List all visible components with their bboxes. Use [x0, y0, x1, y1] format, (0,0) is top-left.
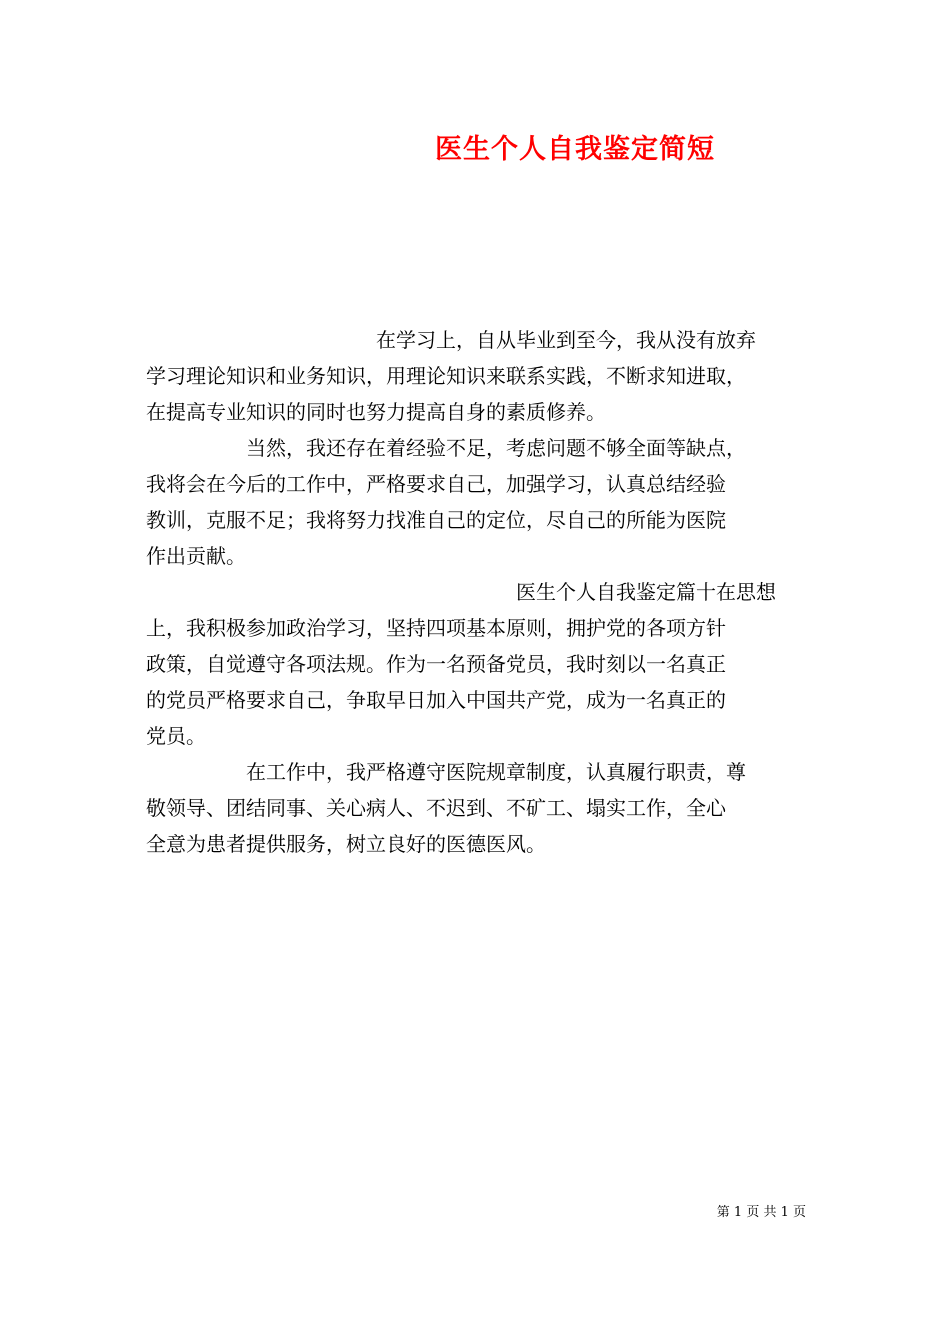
paragraph-line: 作出贡献。: [146, 544, 246, 568]
paragraph-line: 在学习上，自从毕业到至今，我从没有放弃: [376, 328, 756, 352]
paragraph-line: 政策，自觉遵守各项法规。作为一名预备党员，我时刻以一名真正: [146, 652, 726, 676]
paragraph-line: 在提高专业知识的同时也努力提高自身的素质修养。: [146, 400, 606, 424]
page-number: 第 1 页 共 1 页: [716, 1205, 806, 1220]
paragraph-line: 上，我积极参加政治学习，坚持四项基本原则，拥护党的各项方针: [146, 616, 726, 640]
paragraph-line: 当然，我还存在着经验不足，考虑问题不够全面等缺点，: [246, 436, 746, 460]
paragraph-line: 敬领导、团结同事、关心病人、不迟到、不矿工、塌实工作，全心: [146, 796, 726, 820]
paragraph-line: 党员。: [146, 724, 206, 748]
paragraph-line: 医生个人自我鉴定篇十在思想: [516, 580, 776, 604]
document-title: 医生个人自我鉴定简短: [435, 134, 715, 165]
document-body: [146, 322, 808, 862]
paragraph-3: [146, 574, 808, 754]
paragraph-line: 全意为患者提供服务，树立良好的医德医风。: [146, 832, 546, 856]
paragraph-4: [146, 754, 808, 862]
paragraph-line: 教训，克服不足；我将努力找准自己的定位，尽自己的所能为医院: [146, 508, 726, 532]
paragraph-line: 我将会在今后的工作中，严格要求自己，加强学习，认真总结经验: [146, 472, 726, 496]
paragraph-1: [146, 322, 808, 430]
paragraph-line: 在工作中，我严格遵守医院规章制度，认真履行职责，尊: [246, 760, 746, 784]
paragraph-line: 的党员严格要求自己，争取早日加入中国共产党，成为一名真正的: [146, 688, 726, 712]
paragraph-line: 学习理论知识和业务知识，用理论知识来联系实践，不断求知进取，: [146, 364, 746, 388]
paragraph-2: [146, 430, 808, 574]
